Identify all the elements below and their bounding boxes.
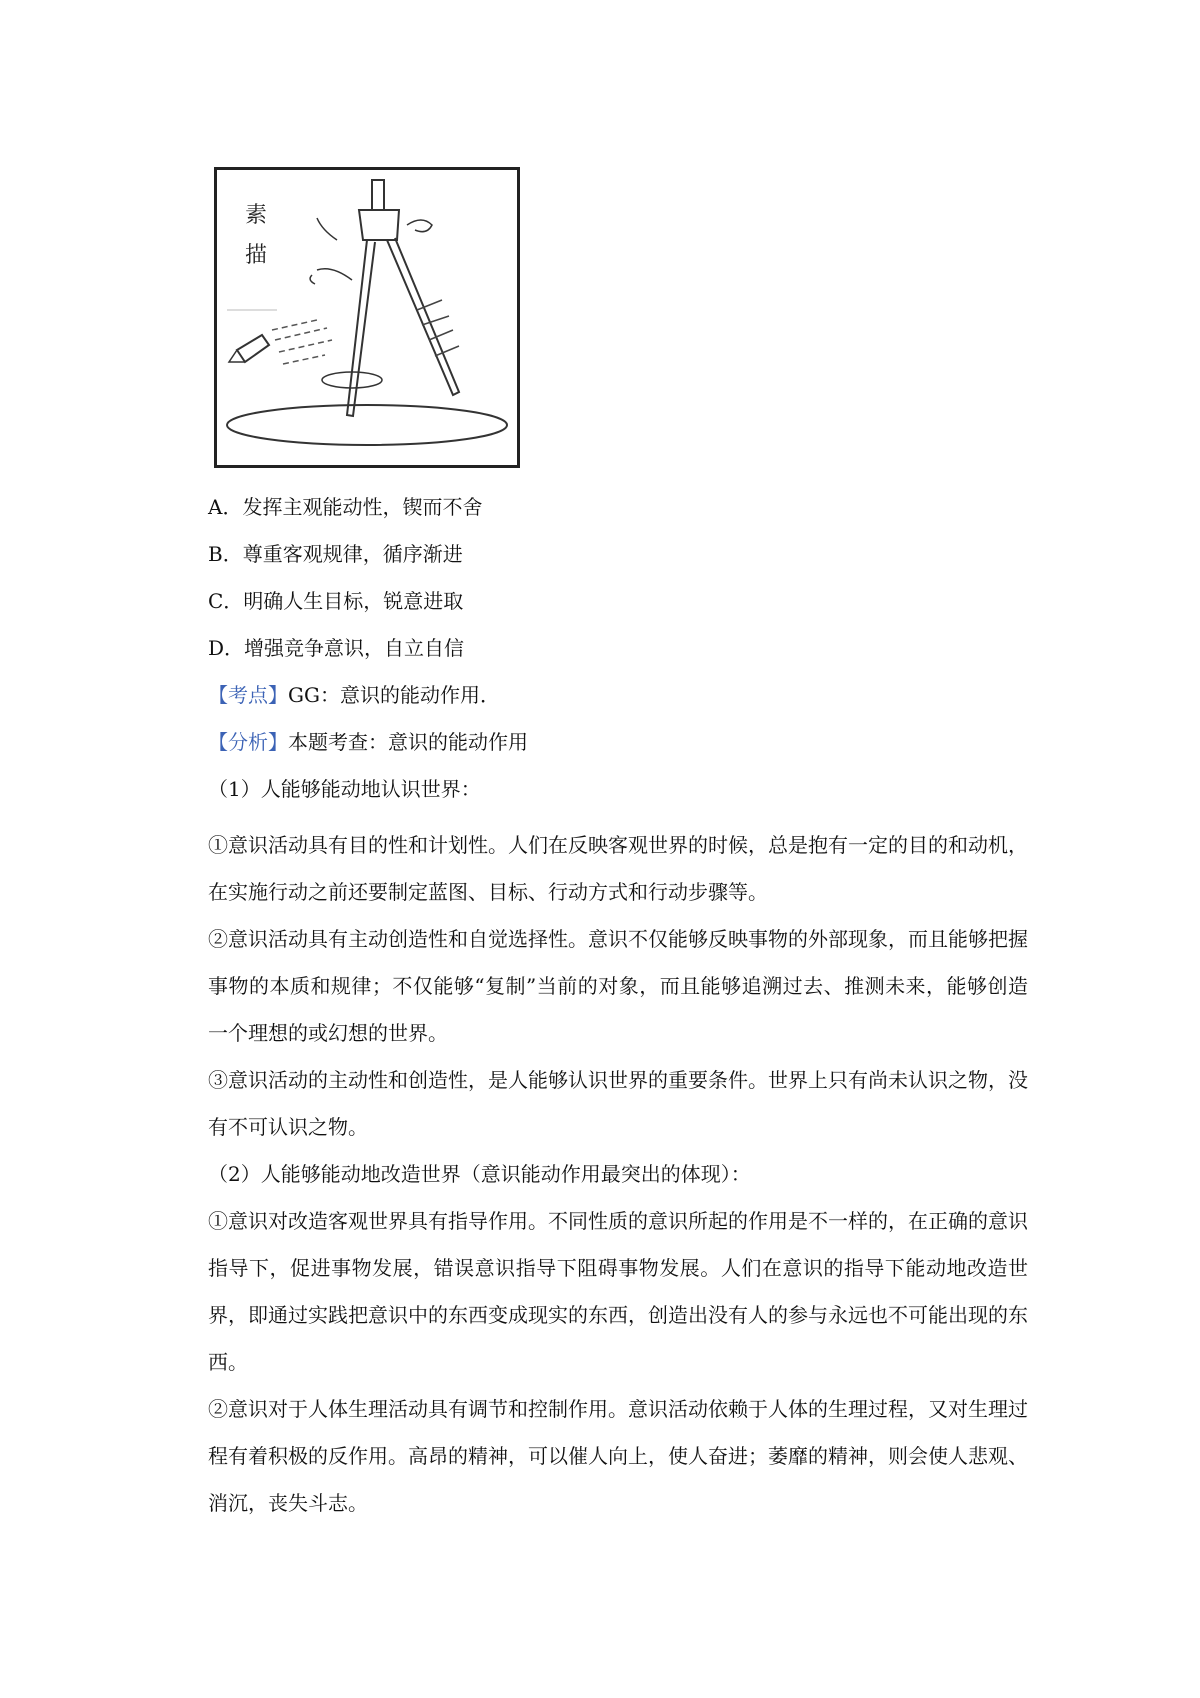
option-letter: B． — [208, 542, 243, 566]
pencil-icon — [237, 335, 269, 362]
option-text: 明确人生目标，锐意进取 — [243, 589, 464, 613]
figure-caption-glyph: 描 — [245, 243, 268, 268]
option-text: 尊重客观规律，循序渐进 — [242, 542, 463, 566]
kaodian-line — [208, 681, 1028, 709]
fenxi-tag: 【分析】 — [208, 730, 288, 754]
fenxi-text: 本题考查：意识的能动作用 — [288, 730, 528, 754]
option-d — [208, 634, 1028, 662]
compass-arms — [317, 218, 432, 240]
compass-hinge — [359, 210, 399, 240]
section-2-paragraph-2: ②意识对于人体生理活动具有调节和控制作用。意识活动依赖于人体的生理过程，又对生理过程有着积极的反作用。高昂的精神，可以催人向上，使人奋进；萎靡的精神，则会使人悲观、消沉，丧失斗志。 — [208, 1397, 1028, 1515]
question-content — [208, 493, 1028, 1527]
figure-caption-glyph: 素 — [245, 203, 268, 228]
ellipse-base — [227, 405, 507, 445]
section-2-paragraph-1: ①意识对改造客观世界具有指导作用。不同性质的意识所起的作用是不一样的，在正确的意识指导下，促进事物发展，错误意识指导下阻碍事物发展。人们在意识的指导下能动地改造世界，即通过实践把意识中的东西变成现实的东西，创造出没有人的参与永远也不可能出现的东西。 — [208, 1209, 1028, 1374]
option-letter: C． — [208, 589, 244, 613]
compass-drawing-image — [217, 170, 517, 465]
option-letter: A． — [208, 495, 243, 519]
section-1-paragraph-1: ①意识活动具有目的性和计划性。人们在反映客观世界的时候，总是抱有一定的目的和动机，在实施行动之前还要制定蓝图、目标、行动方式和行动步骤等。 — [208, 833, 1028, 904]
fenxi-line — [208, 728, 1028, 756]
option-c — [208, 587, 1028, 615]
option-letter: D． — [208, 636, 245, 660]
section-1-paragraph-3: ③意识活动的主动性和创造性，是人能够认识世界的重要条件。世界上只有尚未认识之物，没有不可认识之物。 — [208, 1068, 1028, 1139]
compass-handle — [372, 180, 384, 210]
option-text: 增强竞争意识，自立自信 — [244, 636, 465, 660]
speed-lines — [272, 320, 332, 364]
compass-arm-left — [310, 269, 352, 284]
section-2-title: （2）人能够能动地改造世界（意识能动作用最突出的体现）： — [208, 1162, 751, 1186]
compass-left-leg — [347, 240, 375, 416]
kaodian-tag: 【考点】 — [208, 683, 288, 707]
cartoon-figure — [214, 167, 520, 468]
section-1-title: （1）人能够能动地认识世界： — [208, 777, 481, 801]
section-1-paragraph-2: ②意识活动具有主动创造性和自觉选择性。意识不仅能够反映事物的外部现象，而且能够把握事物的本质和规律；不仅能够“复制”当前的对象，而且能够追溯过去、推测未来，能够创造一个理想的或幻想的世界。 — [208, 927, 1028, 1045]
option-text: 发挥主观能动性，锲而不舍 — [242, 495, 483, 519]
option-b — [208, 540, 1028, 568]
kaodian-text: GG：意识的能动作用． — [288, 683, 500, 707]
option-a — [208, 493, 1028, 521]
